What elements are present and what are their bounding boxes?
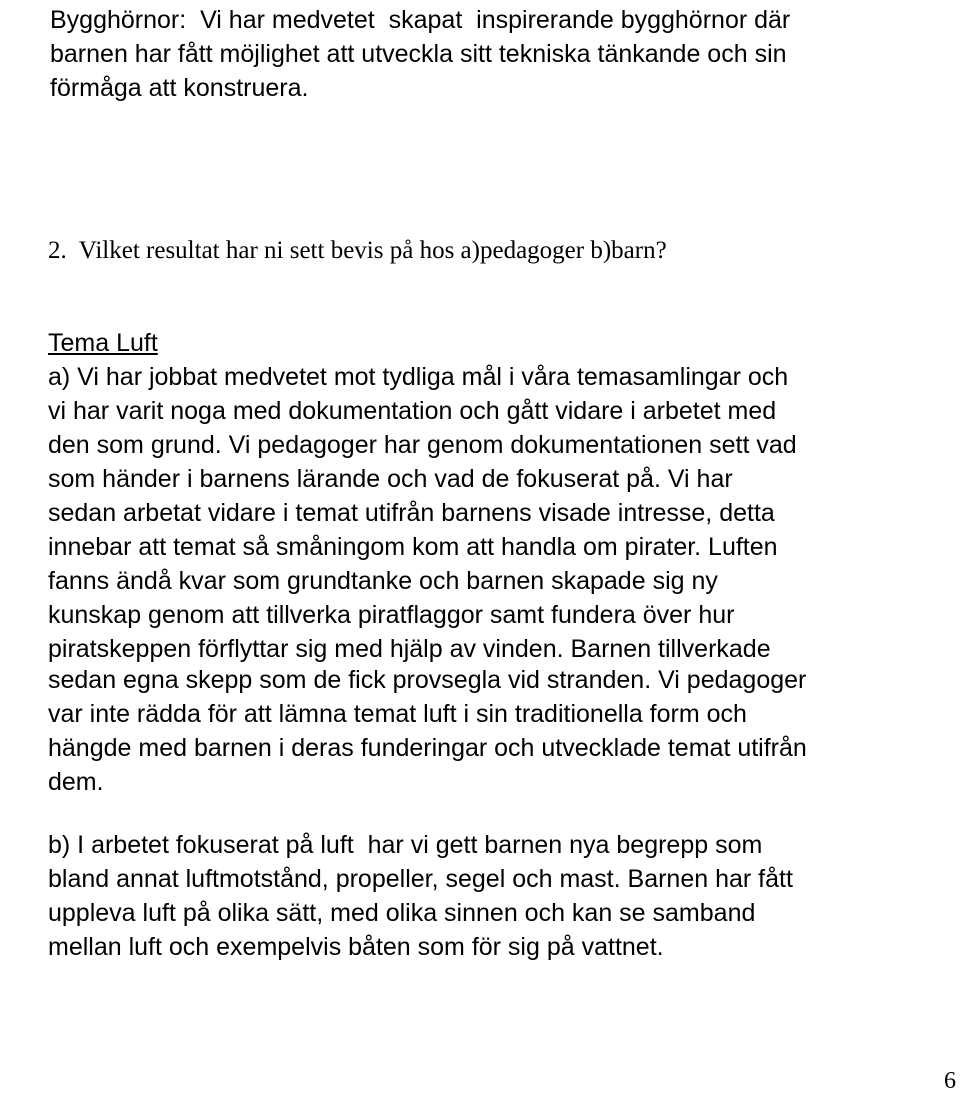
paragraph-a-line: sedan egna skepp som de fick provsegla vid stranden. Vi pedagoger	[48, 666, 807, 694]
intro-line: barnen har fått möjlighet att utveckla sitt tekniska tänkande och sin	[50, 40, 787, 68]
paragraph-a-line: kunskap genom att tillverka piratflaggor samt fundera över hur	[48, 601, 735, 629]
paragraph-b-line: bland annat luftmotstånd, propeller, segel och mast. Barnen har fått	[48, 865, 793, 893]
paragraph-a-line: a) Vi har jobbat medvetet mot tydliga mål i våra temasamlingar och	[48, 363, 789, 391]
paragraph-a-line: den som grund. Vi pedagoger har genom dokumentationen sett vad	[48, 431, 797, 459]
paragraph-a-line: vi har varit noga med dokumentation och gått vidare i arbetet med	[48, 397, 777, 425]
intro-line: Bygghörnor: Vi har medvetet skapat inspirerande bygghörnor där	[50, 6, 791, 34]
paragraph-b-line: mellan luft och exempelvis båten som för sig på vattnet.	[48, 933, 664, 961]
paragraph-a-line: piratskeppen förflyttar sig med hjälp av vinden. Barnen tillverkade	[48, 635, 771, 663]
paragraph-b-line: b) I arbetet fokuserat på luft har vi gett barnen nya begrepp som	[48, 831, 763, 859]
page-number: 6	[944, 1068, 956, 1094]
paragraph-a-line: sedan arbetat vidare i temat utifrån barnens visade intresse, detta	[48, 499, 775, 527]
paragraph-a-line: som händer i barnens lärande och vad de fokuserat på. Vi har	[48, 465, 733, 493]
paragraph-a-line: innebar att temat så småningom kom att handla om pirater. Luften	[48, 533, 778, 561]
paragraph-b-line: uppleva luft på olika sätt, med olika sinnen och kan se samband	[48, 899, 756, 927]
paragraph-a-line: dem.	[48, 768, 104, 796]
intro-line: förmåga att konstruera.	[50, 74, 309, 102]
question-text: 2. Vilket resultat har ni sett bevis på hos a)pedagoger b)barn?	[48, 237, 667, 264]
paragraph-a-line: hängde med barnen i deras funderingar och utvecklade temat utifrån	[48, 734, 807, 762]
paragraph-a-line: var inte rädda för att lämna temat luft i sin traditionella form och	[48, 700, 747, 728]
paragraph-a-line: fanns ändå kvar som grundtanke och barnen skapade sig ny	[48, 567, 718, 595]
section-heading: Tema Luft	[48, 329, 158, 357]
